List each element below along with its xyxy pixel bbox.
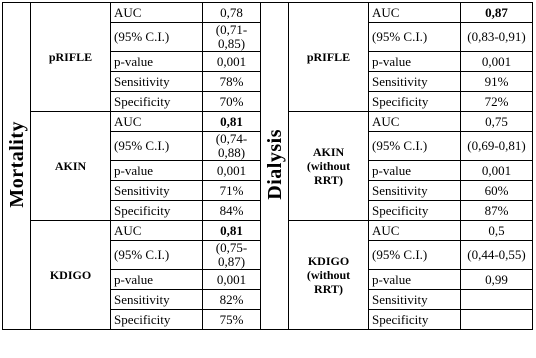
metric-label-p-value: p-value: [369, 270, 461, 290]
metric-label-specificity: Specificity: [111, 92, 203, 112]
metric-label-specificity: Specificity: [369, 310, 461, 330]
metric-value: 75%: [203, 310, 261, 330]
group-label-akin: AKIN: [31, 112, 111, 221]
metric-label-95-c-i: (95% C.I.): [111, 23, 203, 52]
metric-value: 0,81: [203, 221, 261, 241]
metric-value: (0,75-0,87): [203, 241, 261, 270]
metric-value: 91%: [461, 72, 533, 92]
group-label-prifle: pRIFLE: [289, 3, 369, 112]
metric-label-p-value: p-value: [369, 161, 461, 181]
metric-value: 60%: [461, 181, 533, 201]
metric-value: 71%: [203, 181, 261, 201]
metric-label-95-c-i: (95% C.I.): [369, 241, 461, 270]
metric-value: (0,83-0,91): [461, 23, 533, 52]
metric-value: 0,001: [203, 270, 261, 290]
metric-value: (0,44-0,55): [461, 241, 533, 270]
results-table: [2, 2, 533, 330]
metric-value: 78%: [203, 72, 261, 92]
metric-value: 0,001: [461, 52, 533, 72]
dialysis-section-label: [261, 3, 289, 330]
metric-label-auc: AUC: [111, 3, 203, 23]
metric-label-sensitivity: Sensitivity: [111, 181, 203, 201]
metric-label-sensitivity: Sensitivity: [369, 181, 461, 201]
metric-label-specificity: Specificity: [369, 201, 461, 221]
metric-label-auc: AUC: [111, 112, 203, 132]
metric-label-p-value: p-value: [369, 52, 461, 72]
metric-label-95-c-i: (95% C.I.): [369, 132, 461, 161]
metric-label-p-value: p-value: [111, 161, 203, 181]
metric-value: [461, 310, 533, 330]
metric-value: [461, 290, 533, 310]
metric-value: 0,001: [461, 161, 533, 181]
metric-label-sensitivity: Sensitivity: [369, 290, 461, 310]
group-label-akin-without-rrt: AKIN (without RRT): [289, 112, 369, 221]
metric-value: 0,001: [203, 52, 261, 72]
metric-label-sensitivity: Sensitivity: [369, 72, 461, 92]
metric-label-95-c-i: (95% C.I.): [369, 23, 461, 52]
metric-value: 82%: [203, 290, 261, 310]
metric-value: 0,75: [461, 112, 533, 132]
metric-label-auc: AUC: [369, 112, 461, 132]
metric-value: 84%: [203, 201, 261, 221]
metric-value: 70%: [203, 92, 261, 112]
table-body: [3, 3, 533, 330]
metric-label-specificity: Specificity: [369, 92, 461, 112]
metric-value: 0,5: [461, 221, 533, 241]
metric-label-sensitivity: Sensitivity: [111, 72, 203, 92]
metric-label-p-value: p-value: [111, 52, 203, 72]
mortality-section-label: [3, 3, 31, 330]
group-label-kdigo-without-rrt: KDIGO (without RRT): [289, 221, 369, 330]
metric-value: (0,74-0,88): [203, 132, 261, 161]
metric-value: 0,78: [203, 3, 261, 23]
metric-label-auc: AUC: [369, 221, 461, 241]
metric-value: 0,87: [461, 3, 533, 23]
metric-label-sensitivity: Sensitivity: [111, 290, 203, 310]
metric-label-auc: AUC: [369, 3, 461, 23]
metric-value: 0,99: [461, 270, 533, 290]
metric-value: 87%: [461, 201, 533, 221]
group-label-kdigo: KDIGO: [31, 221, 111, 330]
group-label-prifle: pRIFLE: [31, 3, 111, 112]
metric-label-p-value: p-value: [111, 270, 203, 290]
metric-value: 0,81: [203, 112, 261, 132]
metric-label-auc: AUC: [111, 221, 203, 241]
table-row: [3, 3, 533, 23]
metric-value: 0,001: [203, 161, 261, 181]
metric-value: (0,69-0,81): [461, 132, 533, 161]
metric-label-95-c-i: (95% C.I.): [111, 132, 203, 161]
section-label-text: Mortality: [5, 121, 28, 208]
metric-value: (0,71-0,85): [203, 23, 261, 52]
metric-label-95-c-i: (95% C.I.): [111, 241, 203, 270]
section-label-text: Dialysis: [263, 129, 286, 200]
metric-label-specificity: Specificity: [111, 201, 203, 221]
metric-value: 72%: [461, 92, 533, 112]
metric-label-specificity: Specificity: [111, 310, 203, 330]
